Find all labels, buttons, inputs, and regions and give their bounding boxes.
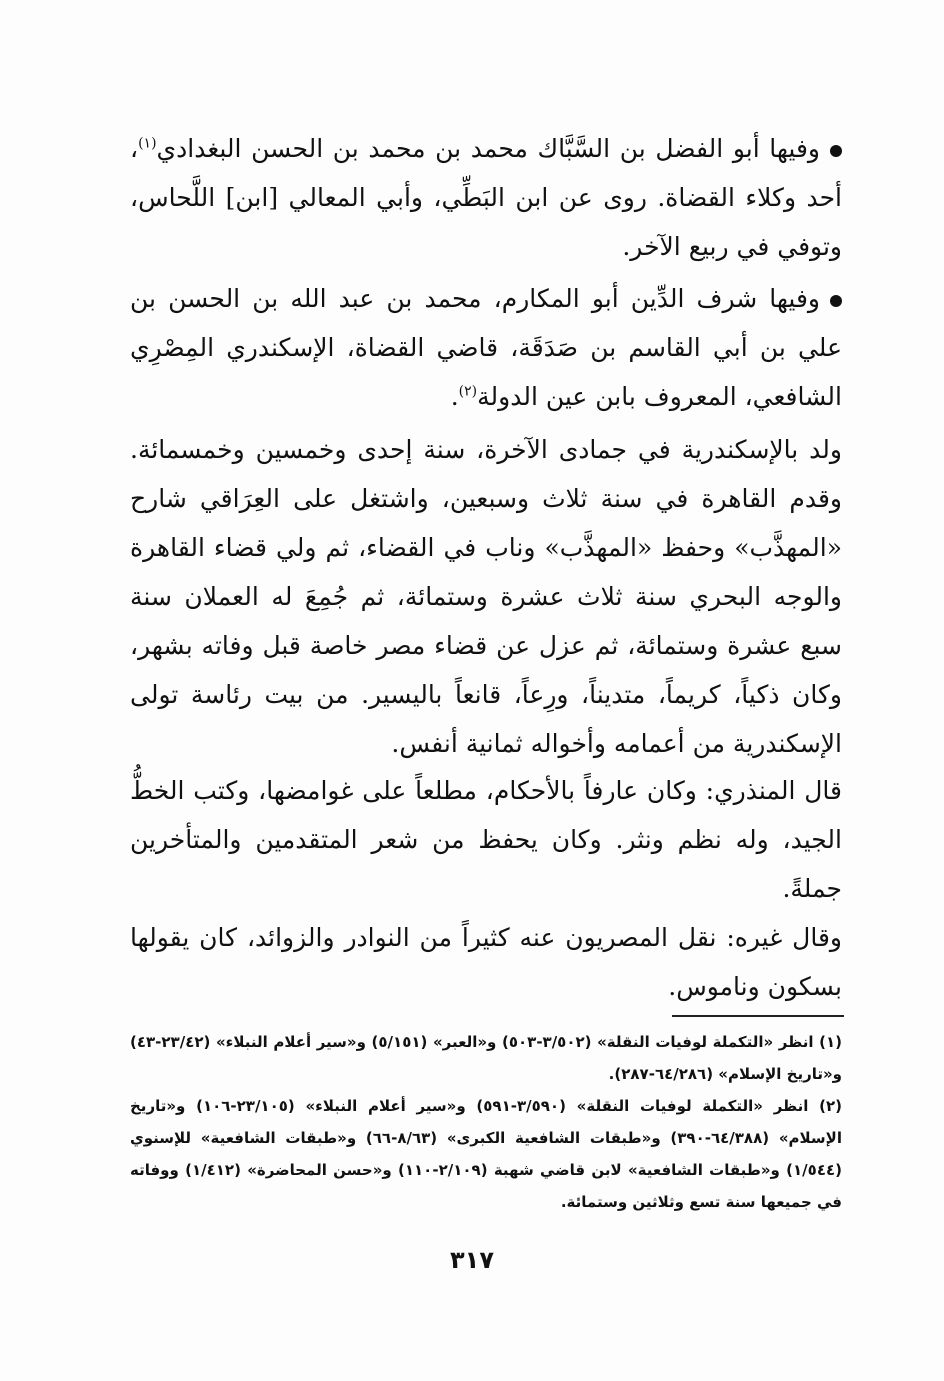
footnote-divider — [672, 1015, 844, 1017]
footnote-ref-2[interactable]: (٢) — [458, 383, 478, 400]
footnote-ref-1[interactable]: (١) — [138, 135, 157, 152]
paragraph-5: وقال غيره: نقل المصريون عنه كثيراً من النوادر والزوائد، كان يقولها بسكون وناموس. — [130, 923, 842, 1001]
paragraph-1-text-continued: ، أحد وكلاء القضاة. روى عن ابن البَطِّي، وأبي المعالي [ابن] اللَّحاس، وتوفي في ربيع الآخر. — [130, 134, 842, 261]
paragraph-4: قال المنذري: وكان عارفاً بالأحكام، مطلعاً على غوامضها، وكتب الخطُّ الجيد، وله نظم ونثر. وكان يحفظ من شعر المتقدمين والمتأخرين جملةً. — [130, 776, 842, 903]
footnote-2: (٢) انظر «التكملة لوفيات النقلة» (٣/٥٩٠-٥٩١) و«سير أعلام النبلاء» (٢٣/١٠٥-١٠٦) و«تاريخ الإسلام» (٦٤/٣٨٨-٣٩٠) و«طبقات الشافعية الكبرى» (٨/٦٣-٦٦) و«طبقات الشافعية» للإسنوي (١/٥٤٤) و«طبقات الشافعية» لابن قاضي شهبة (٢/١٠٩-١١٠) و«حسن المحاضرة» (١/٤١٢) ووفاته في جميعها سنة تسع وثلاثين وستمائة. — [130, 1097, 842, 1211]
footnotes — [130, 1026, 842, 1218]
bullet-icon — [830, 145, 842, 157]
footnote-1: (١) انظر «التكملة لوفيات النقلة» (٣/٥٠٢-٥٠٣) و«العبر» (٥/١٥١) و«سير أعلام النبلاء» (٢٣/٤٢-٤٣) و«تاريخ الإسلام» (٦٤/٢٨٦-٢٨٧). — [130, 1033, 842, 1083]
paragraph-2 — [130, 274, 842, 421]
paragraph-1-text: وفيها أبو الفضل بن السَّبَّاك محمد بن محمد بن الحسن البغدادي — [156, 134, 820, 163]
paragraph-2-text-continued: . — [450, 382, 459, 411]
bullet-icon — [830, 295, 842, 307]
paragraph-2-text: وفيها شرف الدِّين أبو المكارم، محمد بن عبد الله بن الحسن بن علي بن أبي القاسم بن صَدَقَة، قاضي القضاة، الإسكندري المِصْرِي الشافعي، المعروف بابن عين الدولة — [130, 284, 842, 411]
paragraph-3: ولد بالإسكندرية في جمادى الآخرة، سنة إحدى وخمسين وخمسمائة. وقدم القاهرة في سنة ثلاث وسبعين، واشتغل على العِرَاقي شارح «المهذَّب» وحفظ «المهذَّب» وناب في القضاء، ثم ولي قضاء القاهرة والوجه البحري سنة ثلاث عشرة وستمائة، ثم جُمِعَ له العملان سنة سبع عشرة وستمائة، ثم عزل عن قضاء مصر خاصة قبل وفاته بشهر، وكان ذكياً، كريماً، متديناً، ورِعاً، قانعاً باليسير. من بيت رئاسة تولى الإسكندرية من أعمامه وأخواله ثمانية أنفس. — [130, 435, 842, 758]
page-number: ٣١٧ — [450, 1246, 494, 1274]
paragraph-1 — [130, 124, 842, 271]
